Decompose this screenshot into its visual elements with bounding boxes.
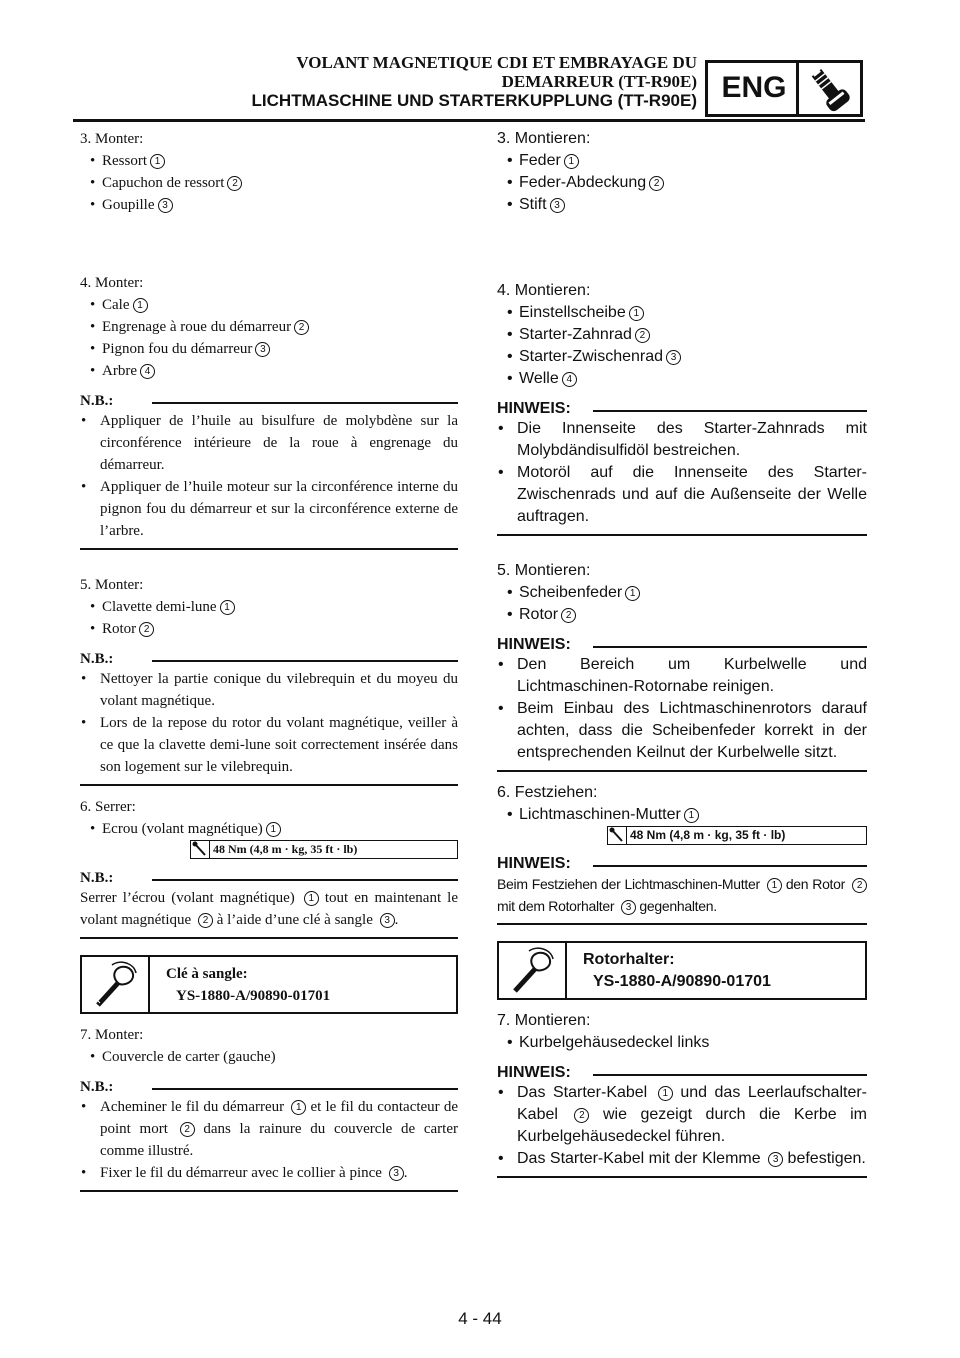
note-bullet: • Appliquer de l’huile moteur sur la circonférence interne du pignon fou du démarreur et sur la circonférence externe de l’arbre. xyxy=(80,476,458,542)
item-label: Kurbelgehäusedeckel links xyxy=(519,1034,710,1051)
note-rule xyxy=(593,865,867,867)
note-end-rule xyxy=(80,1190,458,1192)
fr-step-6 xyxy=(80,796,458,1014)
note-bullet: • Appliquer de l’huile au bisulfure de molybdène sur la circonférence intérieure de la roue à engrenage du démarreur. xyxy=(80,410,458,476)
note-text: wie gezeigt durch die Kerbe im Kurbelgehäusedeckel führen. xyxy=(517,1106,868,1145)
fr-step-3 xyxy=(80,128,458,216)
note-text: Serrer l’écrou (volant magnétique) xyxy=(80,890,295,906)
step-label: 7. Monter: xyxy=(80,1027,144,1043)
tool-name: Clé à sangle: xyxy=(166,966,248,982)
special-tool-box xyxy=(80,955,458,1014)
note-text: befestigen. xyxy=(787,1150,866,1167)
list-item xyxy=(80,150,458,172)
item-label: Cale xyxy=(102,297,130,313)
list-item xyxy=(80,596,458,618)
step-label: 5. Monter: xyxy=(80,577,144,593)
note-label: N.B.: xyxy=(80,651,114,667)
column-french xyxy=(80,128,458,1192)
callout-marker: 3 xyxy=(666,350,681,365)
item-label: Starter-Zwischenrad xyxy=(519,348,664,365)
item-label: Einstellscheibe xyxy=(519,304,626,321)
note-bullet: • Nettoyer la partie conique du vilebrequin et du moyeu du volant magnétique. xyxy=(80,668,458,712)
note-rule xyxy=(593,646,867,648)
item-label: Couvercle de carter (gauche) xyxy=(102,1049,276,1065)
note-end-rule xyxy=(497,770,867,772)
de-step-6 xyxy=(497,782,867,1000)
note-end-rule xyxy=(497,534,867,536)
item-label: Rotor xyxy=(519,606,559,623)
note-text: Beim Festziehen der Lichtmaschinen-Mutter xyxy=(497,876,760,892)
item-label: Scheibenfeder xyxy=(519,584,623,601)
fr-step-4 xyxy=(80,272,458,550)
note-text: Acheminer le fil du démarreur xyxy=(100,1099,285,1115)
callout-marker: 2 xyxy=(294,320,309,335)
note-text: . xyxy=(394,912,399,928)
callout-marker: 3 xyxy=(255,342,270,357)
note-heading xyxy=(497,398,867,418)
callout-marker: 1 xyxy=(220,600,235,615)
note-bullet: • Lors de la repose du rotor du volant magnétique, veiller à ce que la clavette demi-lune soit correctement insérée dans son logement sur le vilebrequin. xyxy=(80,712,458,778)
note-text: dans la rainure du couvercle de carter comme illustré. xyxy=(100,1121,458,1159)
list-item xyxy=(497,172,867,194)
list-item xyxy=(80,194,458,216)
tool-number: YS-1880-A/90890-01701 xyxy=(593,973,771,990)
header-title-fr-line2: DEMARREUR (TT-R90E) xyxy=(501,72,697,91)
torque-wrench-icon xyxy=(191,841,210,858)
note-label: HINWEIS: xyxy=(497,400,571,417)
callout-marker: 3 xyxy=(621,900,636,915)
list-item xyxy=(497,302,867,324)
note-text: . xyxy=(403,1165,408,1181)
eng-badge-divider xyxy=(796,63,799,114)
note-bullet: • Die Innenseite des Starter-Zahnrads mit Molybdändisulfidöl bestreichen. xyxy=(497,418,867,462)
note-heading xyxy=(80,648,458,668)
note-end-rule xyxy=(497,923,867,925)
step-label: 6. Festziehen: xyxy=(497,784,598,801)
list-item xyxy=(80,818,458,840)
fr-step-7 xyxy=(80,1024,458,1192)
note-label: HINWEIS: xyxy=(497,1064,571,1081)
list-item xyxy=(497,604,867,626)
note-end-rule xyxy=(497,1176,867,1178)
callout-marker: 3 xyxy=(768,1152,783,1167)
callout-marker: 1 xyxy=(150,154,165,169)
tool-divider xyxy=(565,943,567,998)
note-end-rule xyxy=(80,784,458,786)
note-label: HINWEIS: xyxy=(497,855,571,872)
note-bullet xyxy=(80,1162,458,1184)
note-text: gegenhalten. xyxy=(639,898,717,914)
note-paragraph xyxy=(497,873,867,917)
note-text: mit dem Rotorhalter xyxy=(497,898,615,914)
callout-marker: 1 xyxy=(629,306,644,321)
special-tool-box xyxy=(497,941,867,1000)
list-item xyxy=(80,172,458,194)
note-bullet: • Motoröl auf die Innenseite des Starter-Zwischenrads und auf die Außenseite der Welle auftragen. xyxy=(497,462,867,528)
note-text: den Rotor xyxy=(785,876,845,892)
callout-marker: 2 xyxy=(649,176,664,191)
note-label: N.B.: xyxy=(80,1079,114,1095)
list-item xyxy=(497,582,867,604)
torque-spec xyxy=(607,826,867,845)
item-label: Engrenage à roue du démarreur xyxy=(102,319,292,335)
tool-number: YS-1880-A/90890-01701 xyxy=(176,988,331,1004)
list-item xyxy=(497,194,867,216)
note-text: et le fil du contacteur de point mort xyxy=(100,1099,459,1137)
note-rule xyxy=(593,410,867,412)
step-label: 7. Montieren: xyxy=(497,1012,591,1029)
note-bullet: • Den Bereich um Kurbelwelle und Lichtmaschinen-Rotornabe reinigen. xyxy=(497,654,867,698)
de-step-7 xyxy=(497,1010,867,1178)
step-label: 3. Monter: xyxy=(80,131,144,147)
item-label: Ressort xyxy=(102,153,147,169)
note-end-rule xyxy=(80,937,458,939)
list-item xyxy=(80,338,458,360)
note-text: und das Leerlaufschalter-Kabel xyxy=(517,1084,868,1123)
item-label: Lichtmaschinen-Mutter xyxy=(519,806,681,823)
step-label: 5. Montieren: xyxy=(497,562,591,579)
note-heading xyxy=(80,390,458,410)
tool-divider xyxy=(148,957,150,1012)
note-end-rule xyxy=(80,548,458,550)
callout-marker: 1 xyxy=(625,586,640,601)
note-heading xyxy=(80,1076,458,1096)
note-text: à l’aide d’une clé à sangle xyxy=(216,912,373,928)
item-label: Clavette demi-lune xyxy=(102,599,217,615)
torque-wrench-icon xyxy=(608,827,627,844)
torque-value: 48 Nm (4,8 m · kg, 35 ft · lb) xyxy=(630,828,786,842)
note-rule xyxy=(152,1088,458,1090)
note-text: Das Starter-Kabel xyxy=(517,1084,648,1101)
callout-marker: 1 xyxy=(133,298,148,313)
callout-marker: 2 xyxy=(852,878,867,893)
note-bullet xyxy=(497,1082,867,1148)
list-item xyxy=(497,368,867,390)
item-label: Pignon fou du démarreur xyxy=(102,341,253,357)
step-label: 6. Serrer: xyxy=(80,799,136,815)
note-label: N.B.: xyxy=(80,870,114,886)
de-step-4 xyxy=(497,280,867,536)
callout-marker: 1 xyxy=(266,822,281,837)
note-paragraph xyxy=(80,887,458,931)
eng-badge-label: ENG xyxy=(721,71,787,104)
step-label: 4. Monter: xyxy=(80,275,144,291)
callout-marker: 4 xyxy=(562,372,577,387)
callout-marker: 2 xyxy=(561,608,576,623)
strap-wrench-icon xyxy=(507,947,557,995)
list-item xyxy=(497,1032,867,1054)
item-label: Arbre xyxy=(102,363,137,379)
callout-marker: 3 xyxy=(380,913,395,928)
list-item xyxy=(80,360,458,382)
note-rule xyxy=(152,879,458,881)
callout-marker: 2 xyxy=(139,622,154,637)
page-number: 4 - 44 xyxy=(458,1309,502,1328)
list-item xyxy=(80,618,458,640)
callout-marker: 1 xyxy=(564,154,579,169)
note-heading xyxy=(497,853,867,873)
engine-wrench-icon xyxy=(800,63,860,114)
callout-marker: 4 xyxy=(140,364,155,379)
item-label: Feder-Abdeckung xyxy=(519,174,647,191)
callout-marker: 1 xyxy=(291,1100,306,1115)
column-german xyxy=(497,128,867,1178)
note-text: Das Starter-Kabel mit der Klemme xyxy=(517,1150,761,1167)
note-rule xyxy=(152,402,458,404)
note-rule xyxy=(152,660,458,662)
note-label: N.B.: xyxy=(80,393,114,409)
step-label: 4. Montieren: xyxy=(497,282,591,299)
note-rule xyxy=(593,1074,867,1076)
item-label: Feder xyxy=(519,152,561,169)
item-label: Ecrou (volant magnétique) xyxy=(102,821,263,837)
list-item xyxy=(80,316,458,338)
note-heading xyxy=(80,867,458,887)
header-title-fr-line1: VOLANT MAGNETIQUE CDI ET EMBRAYAGE DU xyxy=(296,53,697,72)
list-item xyxy=(497,324,867,346)
item-label: Capuchon de ressort xyxy=(102,175,225,191)
callout-marker: 2 xyxy=(227,176,242,191)
list-item xyxy=(80,1046,458,1068)
tool-name: Rotorhalter: xyxy=(583,951,675,968)
note-heading xyxy=(497,634,867,654)
note-text: Fixer le fil du démarreur avec le collier à pince xyxy=(100,1165,382,1181)
note-heading xyxy=(497,1062,867,1082)
note-text: tout en maintenant le volant magnétique xyxy=(80,890,459,928)
list-item xyxy=(497,804,867,826)
header-title-de: LICHTMASCHINE UND STARTERKUPPLUNG (TT-R90E) xyxy=(251,91,697,110)
item-label: Rotor xyxy=(102,621,137,637)
list-item xyxy=(497,150,867,172)
item-label: Starter-Zahnrad xyxy=(519,326,632,343)
item-label: Goupille xyxy=(102,197,155,213)
callout-marker: 1 xyxy=(304,891,319,906)
callout-marker: 1 xyxy=(684,808,699,823)
list-item xyxy=(497,346,867,368)
de-step-5 xyxy=(497,560,867,772)
callout-marker: 2 xyxy=(180,1122,195,1137)
callout-marker: 2 xyxy=(635,328,650,343)
callout-marker: 2 xyxy=(574,1108,589,1123)
eng-badge xyxy=(705,60,863,117)
note-bullet: • Beim Einbau des Lichtmaschinenrotors darauf achten, dass die Scheibenfeder korrekt in der entsprechenden Keilnut der Kurbelwelle sitzt. xyxy=(497,698,867,764)
callout-marker: 2 xyxy=(198,913,213,928)
item-label: Stift xyxy=(519,196,547,213)
callout-marker: 3 xyxy=(158,198,173,213)
step-label: 3. Montieren: xyxy=(497,130,591,147)
de-step-3 xyxy=(497,128,867,216)
torque-value: 48 Nm (4,8 m · kg, 35 ft · lb) xyxy=(213,842,358,856)
fr-step-5 xyxy=(80,574,458,786)
strap-wrench-icon xyxy=(90,961,140,1009)
note-bullet xyxy=(497,1148,867,1170)
callout-marker: 1 xyxy=(658,1086,673,1101)
header-rule xyxy=(73,119,865,122)
item-label: Welle xyxy=(519,370,559,387)
callout-marker: 3 xyxy=(389,1166,404,1181)
note-label: HINWEIS: xyxy=(497,636,571,653)
note-bullet xyxy=(80,1096,458,1162)
callout-marker: 1 xyxy=(767,878,782,893)
torque-spec xyxy=(190,840,458,859)
list-item xyxy=(80,294,458,316)
callout-marker: 3 xyxy=(550,198,565,213)
